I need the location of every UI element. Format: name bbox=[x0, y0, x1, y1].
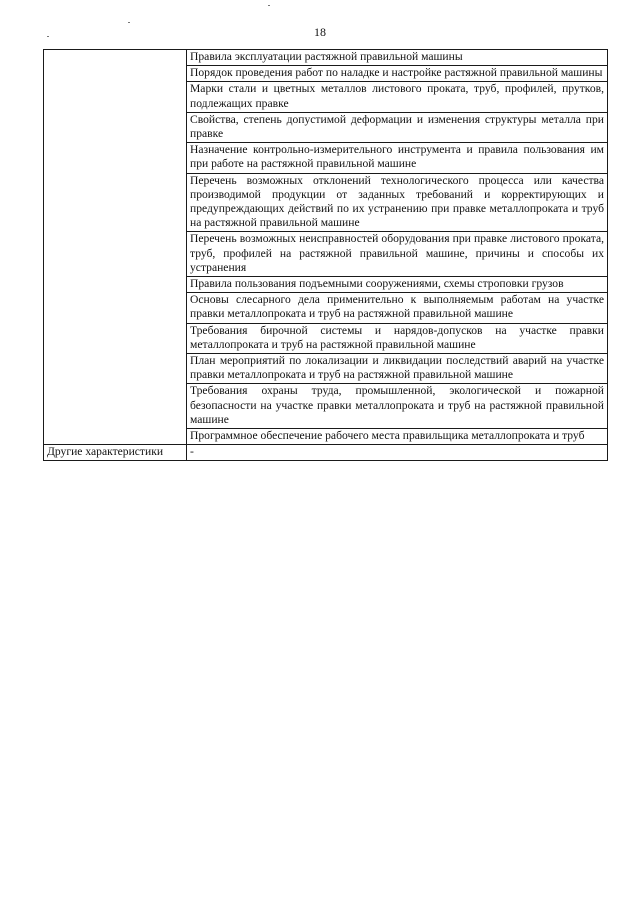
requirement-text: Перечень возможных неисправностей оборудования при правке листового проката, труб, профилей на растяжной правильной машине, причины и способы их устранения bbox=[190, 232, 604, 274]
requirement-text: План мероприятий по локализации и ликвидации последствий аварий на участке правки металлопроката и труб на растяжной правильной машине bbox=[190, 354, 604, 382]
other-characteristics-row bbox=[44, 445, 608, 461]
requirement-text: Правила пользования подъемными сооружениями, схемы строповки грузов bbox=[190, 277, 564, 291]
scan-speck bbox=[268, 5, 270, 6]
requirement-text: Основы слесарного дела применительно к выполняемым работам на участке правки металлопроката и труб на растяжной правильной машине bbox=[190, 293, 604, 321]
requirement-cell bbox=[187, 112, 608, 142]
requirement-text: Назначение контрольно-измерительного инструмента и правила пользования им при работе на растяжной правильной машине bbox=[190, 143, 604, 171]
requirement-cell bbox=[187, 277, 608, 293]
requirement-text: Перечень возможных отклонений технологического процесса или качества производимой продукции от заданных требований и корректирующих и предупреждающих действий по их устранению при правке металлопроката и труб на растяжной правильной машине bbox=[190, 173, 604, 230]
requirement-cell bbox=[187, 66, 608, 82]
requirement-cell bbox=[187, 354, 608, 384]
requirement-cell bbox=[187, 143, 608, 173]
requirement-cell bbox=[187, 384, 608, 429]
requirement-cell bbox=[187, 293, 608, 323]
knowledge-requirements-table bbox=[43, 49, 608, 461]
requirement-cell bbox=[187, 173, 608, 232]
requirement-cell bbox=[187, 429, 608, 445]
requirement-text: Правила эксплуатации растяжной правильной машины bbox=[190, 50, 463, 63]
scan-speck bbox=[128, 22, 130, 23]
scan-speck bbox=[47, 36, 49, 37]
other-characteristics-label: Другие характеристики bbox=[44, 445, 187, 461]
requirement-cell bbox=[187, 232, 608, 277]
other-characteristics-value: - bbox=[187, 445, 608, 461]
requirement-text: Свойства, степень допустимой деформации и изменения структуры металла при правке bbox=[190, 112, 604, 141]
requirement-text: Требования охраны труда, промышленной, экологической и пожарной безопасности на участке правки металлопроката и труб на растяжной правильной машине bbox=[190, 384, 604, 426]
requirement-text: Требования бирочной системы и нарядов-допусков на участке правки металлопроката и труб на растяжной правильной машине bbox=[190, 323, 604, 351]
knowledge-label-cell bbox=[44, 50, 187, 445]
requirement-cell bbox=[187, 82, 608, 112]
requirement-cell bbox=[187, 50, 608, 66]
requirement-text: Программное обеспечение рабочего места правильщика металлопроката и труб bbox=[190, 429, 585, 443]
requirement-text: Порядок проведения работ по наладке и настройке растяжной правильной машины bbox=[190, 66, 603, 80]
requirement-text: Марки стали и цветных металлов листового проката, труб, профилей, прутков, подлежащих правке bbox=[190, 82, 604, 110]
page-number: 18 bbox=[314, 25, 326, 39]
requirement-cell bbox=[187, 323, 608, 353]
table-row bbox=[44, 50, 608, 66]
